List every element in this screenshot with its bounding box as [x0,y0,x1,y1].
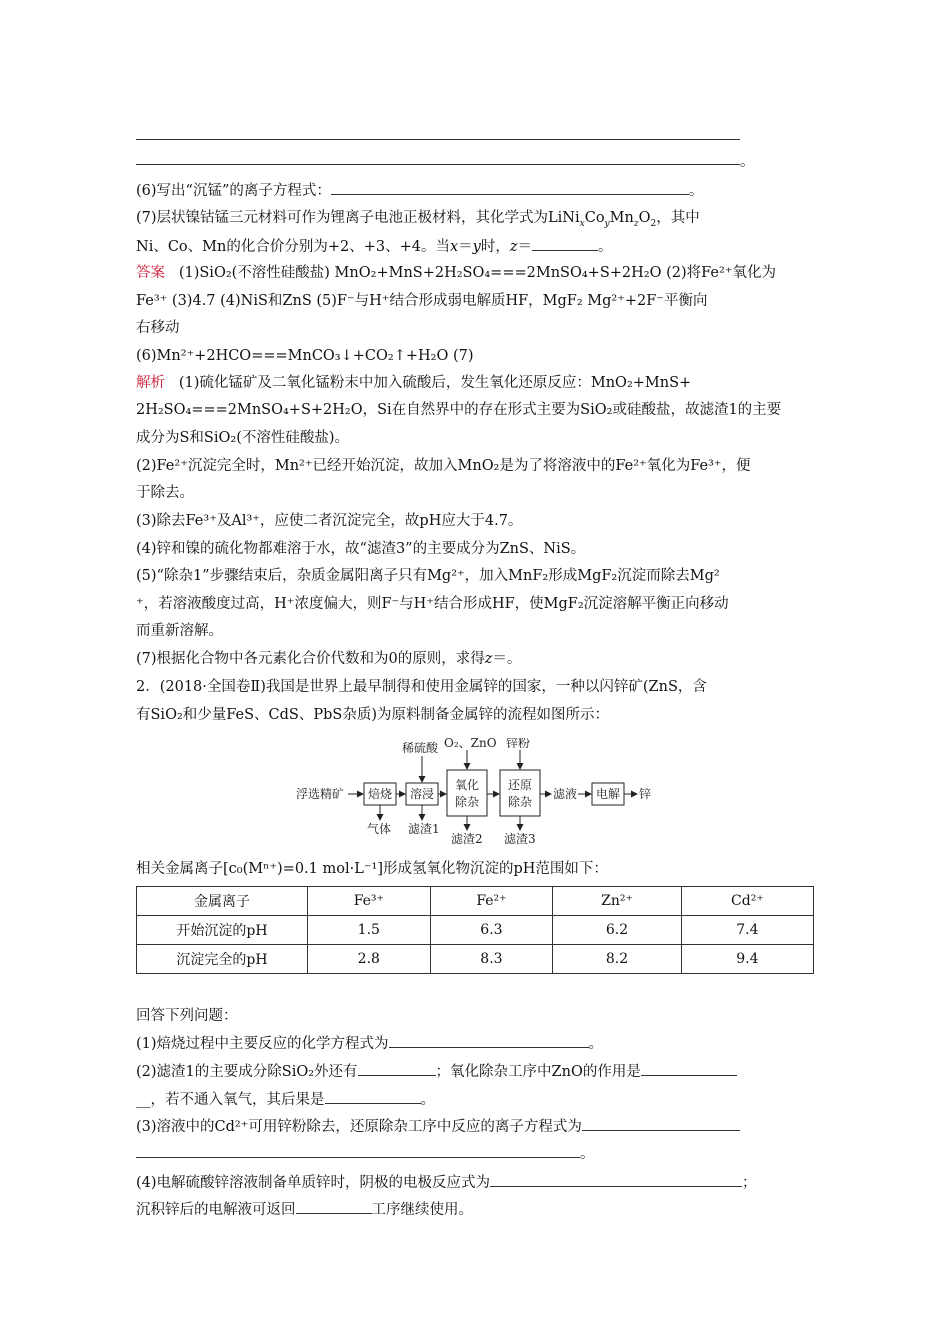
table-cell: 1.5 [308,916,431,945]
table-cell: 2.8 [308,945,431,974]
flow-box-oxidize-2: 除杂 [455,795,480,809]
flow-slag-3: 滤渣3 [504,832,536,846]
flow-box-oxidize-1: 氧化 [455,778,480,792]
table-header: 金属离子 [137,887,308,916]
flow-box-reduce-1: 还原 [508,778,533,792]
table-cell: 6.3 [430,916,553,945]
period: 。 [580,1146,595,1162]
period: 。 [740,154,755,170]
flow-box-electrolysis: 电解 [596,787,621,801]
flow-gas: 气体 [367,822,392,836]
questions-heading: 回答下列问题： [136,1008,238,1024]
analysis-line-5: 于除去。 [136,485,194,501]
flow-box-leach: 溶浸 [410,787,435,801]
table-cell: 7.4 [681,916,813,945]
problem-2-line-2: 有SiO₂和少量FeS、CdS、PbS杂质)为原料制备金属锌的流程如图所示： [136,707,609,723]
flow-filtrate: 滤液 [553,787,578,801]
table-row [137,945,814,974]
answer-line-3: 右移动 [136,320,180,336]
question-2-4-cont: 沉积锌后的电解液可返回 工序继续使用。 [136,1199,473,1220]
analysis-label: 解析 [136,375,165,391]
table-cell: 6.2 [553,916,682,945]
answer-line-4: (6)Mn²⁺+2HCO===MnCO₃↓+CO₂↑+H₂O (7) [136,348,474,364]
flow-label-zinc-powder: 锌粉 [506,738,531,750]
table-cell: 9.4 [681,945,813,974]
answer-line [136,1157,580,1158]
flow-slag-1: 滤渣1 [408,822,440,836]
analysis-line-8: (5)“除杂1”步骤结束后，杂质金属阳离子只有Mg²⁺，加入MnF₂形成MgF₂沉淀而除去Mg² [136,568,720,584]
table-header: Fe²⁺ [430,887,553,916]
table-intro: 相关金属离子[c₀(Mⁿ⁺)=0.1 mol·L⁻¹]形成氢氧化物沉淀的pH范围如下： [136,861,608,877]
question-2-2: (2)滤渣1的主要成分除SiO₂外还有 ；氧化除杂工序中ZnO的作用是 [136,1061,737,1082]
table-cell: 沉淀完全的pH [137,945,308,974]
answer-label: 答案 [136,265,165,281]
process-flow-diagram [296,738,666,848]
flow-box-reduce-2: 除杂 [508,795,533,809]
flow-label-o2-zno: O₂、ZnO [444,738,497,750]
table-cell: 开始沉淀的pH [137,916,308,945]
question-7-cont: Ni、Co、Mn的化合价分别为+2、+3、+4。当x＝y时，z＝ 。 [136,236,613,257]
analysis-line-6: (3)除去Fe³⁺及Al³⁺，应使二者沉淀完全，故pH应大于4.7。 [136,513,523,529]
table-header-row [137,887,814,916]
problem-2-line-1: 2．(2018·全国卷Ⅱ)我国是世界上最早制得和使用金属锌的国家，一种以闪锌矿(ZnS，含 [136,679,707,695]
analysis-line-3: 成分为S和SiO₂(不溶性硅酸盐)。 [136,430,350,446]
answer-line-1: 答案 (1)SiO₂(不溶性硅酸盐) MnO₂+MnS+2H₂SO₄===2MnSO₄+S+2H₂O (2)将Fe²⁺氧化为 [136,265,776,281]
flow-box-roast: 焙烧 [368,787,393,801]
flow-slag-2: 滤渣2 [451,832,483,846]
analysis-line-4: (2)Fe²⁺沉淀完全时，Mn²⁺已经开始沉淀，故加入MnO₂是为了将溶液中的Fe²⁺氧化为Fe³⁺，便 [136,458,751,474]
table-row [137,916,814,945]
answer-line-2: Fe³⁺ (3)4.7 (4)NiS和ZnS (5)F⁻与H⁺结合形成弱电解质HF，MgF₂ Mg²⁺+2F⁻平衡向 [136,293,708,309]
flow-label-acid: 稀硫酸 [402,741,439,755]
question-2-1: (1)焙烧过程中主要反应的化学方程式为 。 [136,1033,603,1054]
table-header: Cd²⁺ [681,887,813,916]
table-header: Fe³⁺ [308,887,431,916]
ph-table [136,886,814,974]
table-header: Zn²⁺ [553,887,682,916]
table-cell: 8.3 [430,945,553,974]
analysis-line-10: 而重新溶解。 [136,623,223,639]
question-7: (7)层状镍钴锰三元材料可作为锂离子电池正极材料，其化学式为$LiNi_xCo_yMn_zO_2$，其中 [136,210,700,229]
answer-line [136,139,740,140]
flow-end: 锌 [639,787,652,801]
analysis-line-9: ⁺，若溶液酸度过高，H⁺浓度偏大，则F⁻与H⁺结合形成HF，使MgF₂沉淀溶解平衡正向移动 [136,596,729,612]
answer-line [136,164,740,165]
table-cell: 8.2 [553,945,682,974]
analysis-line-11: (7)根据化合物中各元素化合价代数和为0的原则，求得z＝。 [136,651,522,667]
question-2-4: (4)电解硫酸锌溶液制备单质锌时，阴极的电极反应式为 ； [136,1172,757,1193]
question-2-2-cont: __，若不通入氧气，其后果是 。 [136,1089,435,1110]
analysis-line-7: (4)锌和镍的硫化物都难溶于水，故“滤渣3”的主要成分为ZnS、NiS。 [136,541,586,557]
analysis-line-2: 2H₂SO₄===2MnSO₄+S+2H₂O，Si在自然界中的存在形式主要为SiO₂或硅酸盐，故滤渣1的主要 [136,402,782,418]
question-6: (6)写出“沉锰”的离子方程式： 。 [136,180,703,201]
analysis-line-1: 解析 (1)硫化锰矿及二氧化锰粉末中加入硫酸后，发生氧化还原反应：MnO₂+MnS+ [136,375,692,391]
question-2-3: (3)溶液中的Cd²⁺可用锌粉除去，还原除杂工序中反应的离子方程式为 [136,1116,740,1137]
flow-start: 浮选精矿 [296,787,345,801]
